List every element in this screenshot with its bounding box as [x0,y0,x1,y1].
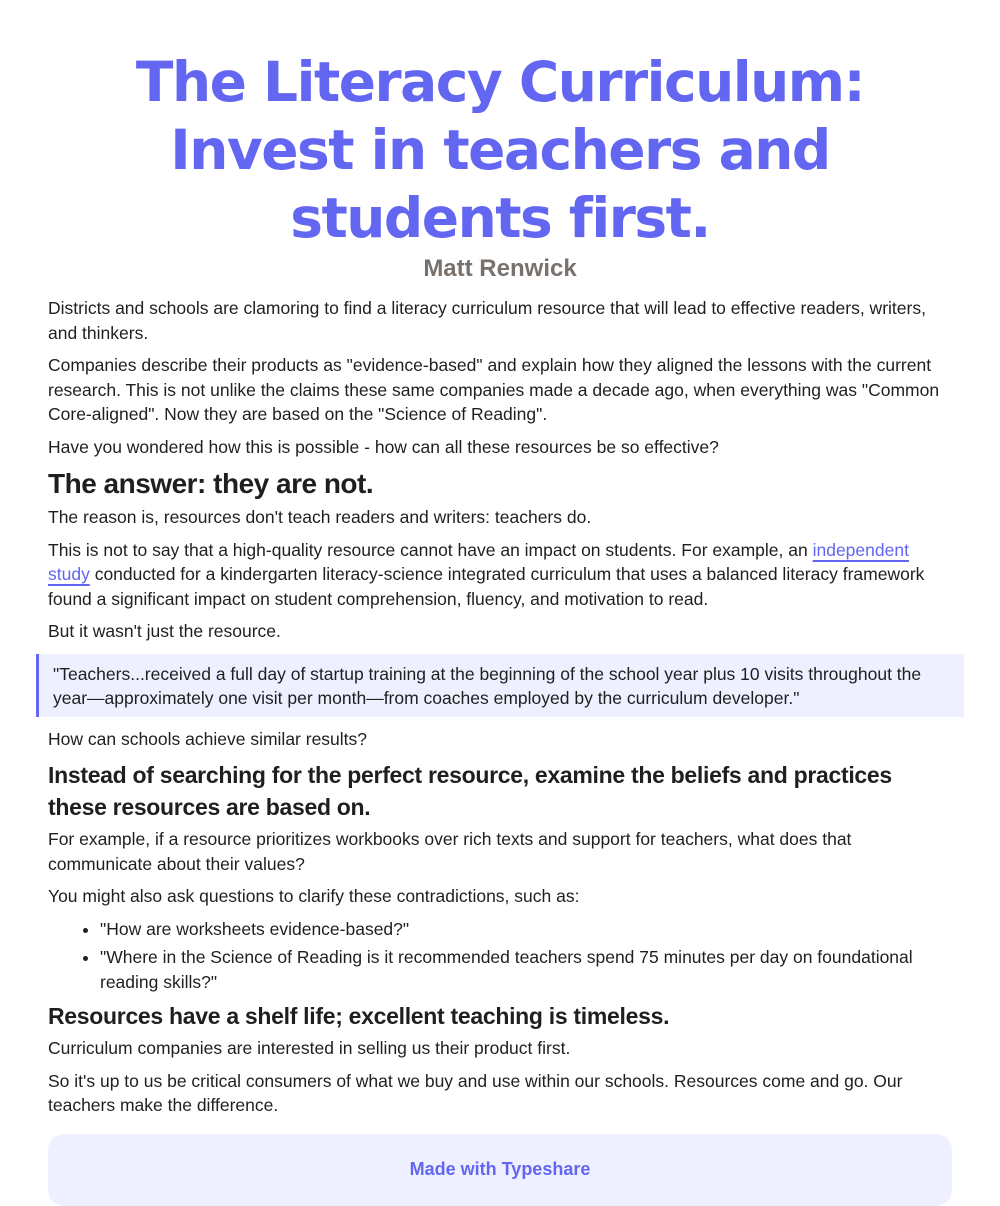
independent-study-link[interactable]: independent study [48,539,909,584]
study-text-after: conducted for a kindergarten literacy-science integrated curriculum that uses a balanced literacy framework found a significant impact on student comprehension, fluency, and motivation to read. [48,564,925,609]
paragraph-study [48,538,952,612]
paragraph-companies-selling: Curriculum companies are interested in selling us their product first. [48,1038,571,1058]
study-text-before: This is not to say that a high-quality resource cannot have an impact on students. For example, an [48,539,813,560]
paragraph-reason: The reason is, resources don't teach readers and writers: teachers do. [48,507,592,527]
heading-instead: Instead of searching for the perfect resource, examine the beliefs and practices these resources are based on. [48,762,892,820]
footer-label[interactable]: Made with Typeshare [409,1159,591,1179]
article-title: The Literacy Curriculum: Invest in teachers and students first. [135,50,865,250]
paragraph-ask-questions: You might also ask questions to clarify these contradictions, such as: [48,886,580,906]
question-list [48,917,952,995]
list-item: • "Where in the Science of Reading is it recommended teachers spend 75 minutes per day on foundational reading skills?" [100,945,952,994]
typeshare-footer[interactable] [48,1134,952,1206]
paragraph-question: Have you wondered how this is possible - how can all these resources be so effective? [48,436,719,457]
paragraph-conclusion: So it's up to us be critical consumers of what we buy and use within our schools. Resources come and go. Our teachers make the difference. [48,1070,903,1115]
author-name: Matt Renwick [423,255,577,282]
teacher-training-quote: "Teachers...received a full day of startup training at the beginning of the school year plus 10 visits throughout the year—approximately one visit per month—from coaches employed by the curriculum developer." [36,654,964,717]
heading-answer: The answer: they are not. [48,468,374,499]
paragraph-workbooks: For example, if a resource prioritizes workbooks over rich texts and support for teachers, what does that communicate about their values? [48,829,852,874]
paragraph-how-achieve: How can schools achieve similar results? [48,728,368,749]
paragraph-not-just-resource: But it wasn't just the resource. [48,621,281,641]
paragraph-intro: Districts and schools are clamoring to find a literacy curriculum resource that will lead to effective readers, writers, and thinkers. [48,298,926,343]
list-item: • "How are worksheets evidence-based?" [100,917,952,942]
article [48,0,952,1206]
paragraph-companies: Companies describe their products as "evidence-based" and explain how they aligned the lessons with the current research. This is not unlike the claims these same companies made a decade ago, when everything was "Common Core-aligned". Now they are based on the "Science of Reading". [48,355,940,424]
heading-shelf-life: Resources have a shelf life; excellent teaching is timeless. [48,1003,670,1029]
